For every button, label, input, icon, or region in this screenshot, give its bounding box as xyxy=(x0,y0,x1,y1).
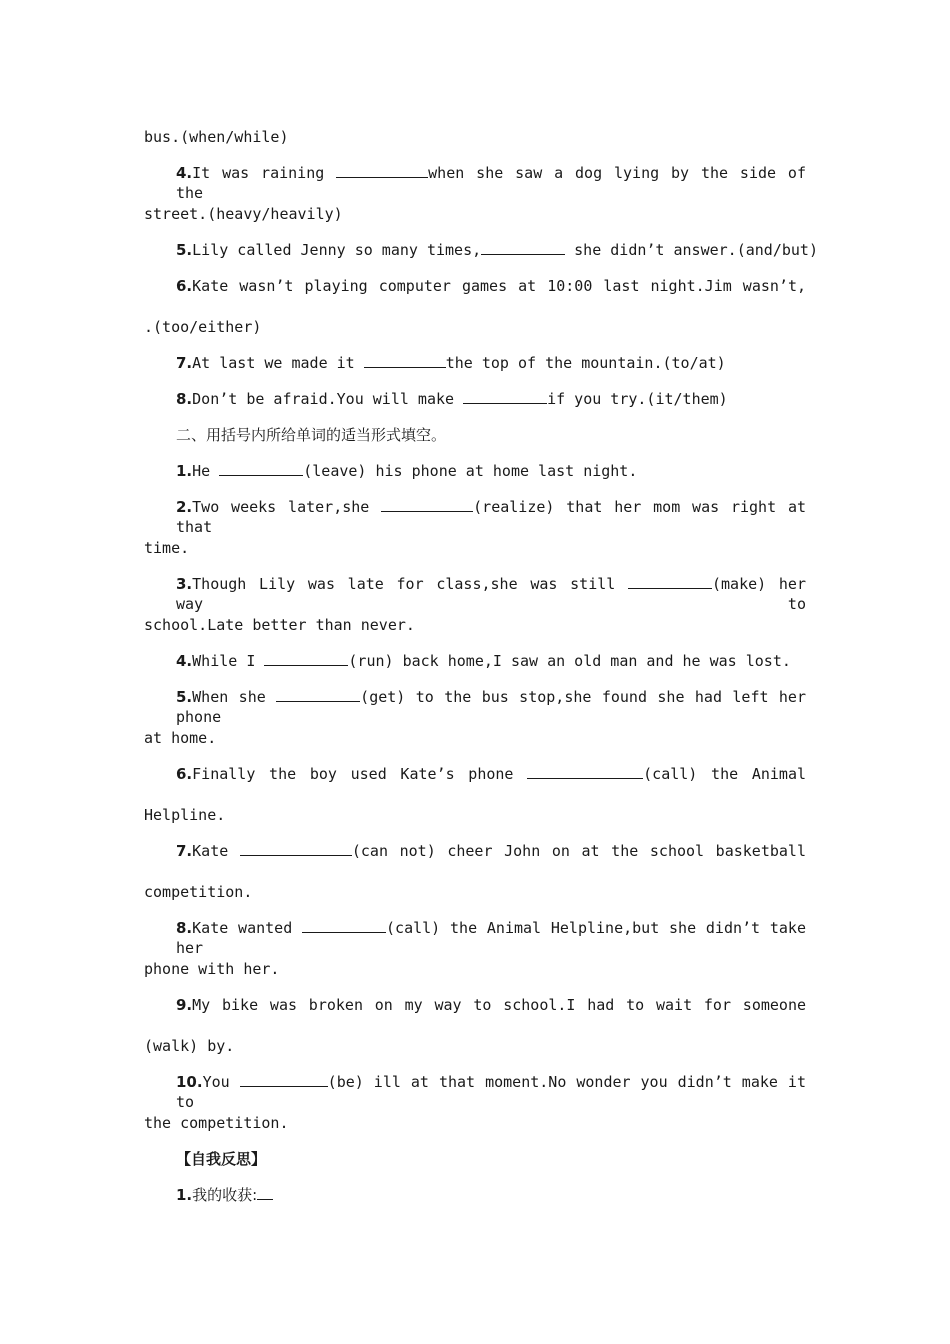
question-text: (get) to the bus stop,she found she had left her phone xyxy=(176,688,806,726)
answer-blank[interactable] xyxy=(364,353,446,368)
question-text: if you try.(it/them) xyxy=(547,390,728,408)
question-text: (call) the Animal Helpline,but she didn’t take her xyxy=(176,919,806,957)
question-number: 8. xyxy=(176,919,193,937)
answer-blank[interactable] xyxy=(302,918,386,933)
answer-blank[interactable] xyxy=(481,240,565,255)
question-number: 3. xyxy=(176,575,193,593)
question-text: Two weeks later,she xyxy=(192,498,382,516)
question-number: 6. xyxy=(176,765,193,783)
answer-blank[interactable] xyxy=(628,574,712,589)
question-text: Lily called Jenny so many times, xyxy=(192,241,482,259)
part2-q10-line1 xyxy=(176,1072,806,1112)
answer-blank[interactable] xyxy=(264,651,348,666)
part2-q3-line2: school.Late better than never. xyxy=(144,616,415,634)
question-number: 10. xyxy=(176,1073,203,1091)
question-text: (be) ill at that moment.No wonder you didn’t make it to xyxy=(176,1073,806,1111)
question-number: 5. xyxy=(176,688,193,706)
question-text: (make) her way to xyxy=(176,575,806,613)
part2-q6-line1 xyxy=(176,764,806,784)
reflection-heading: 【自我反思】 xyxy=(176,1150,267,1168)
question-text: Kate wanted xyxy=(192,919,303,937)
answer-blank[interactable] xyxy=(276,687,360,702)
question-number: 7. xyxy=(176,842,193,860)
part1-q6-line1 xyxy=(176,276,806,296)
part1-q4-line2: street.(heavy/heavily) xyxy=(144,205,343,223)
question-text: My bike was broken on my way to school.I had to wait for someone xyxy=(192,996,806,1014)
answer-blank[interactable] xyxy=(240,841,352,856)
question-text: (leave) his phone at home last night. xyxy=(303,462,638,480)
answer-blank[interactable] xyxy=(240,1072,328,1087)
part2-q7-line2: competition. xyxy=(144,883,253,901)
part2-q7-line1 xyxy=(176,841,806,861)
part2-q8-line2: phone with her. xyxy=(144,960,280,978)
answer-blank[interactable] xyxy=(219,461,303,476)
question-text: At last we made it xyxy=(192,354,364,372)
part2-q6-line2: Helpline. xyxy=(144,806,226,824)
question-text: the top of the mountain.(to/at) xyxy=(445,354,726,372)
reflection-item-1 xyxy=(176,1185,806,1205)
question-text: when she saw a dog lying by the side of the xyxy=(176,164,806,202)
question-text: Kate xyxy=(192,842,240,860)
question-text: You xyxy=(202,1073,240,1091)
question-text: she didn’t answer.(and/but) xyxy=(565,241,818,259)
question-number: 4. xyxy=(176,164,193,182)
part1-q7 xyxy=(176,353,806,373)
question-number: 1. xyxy=(176,462,193,480)
answer-blank[interactable] xyxy=(527,764,643,779)
part2-q10-line2: the competition. xyxy=(144,1114,289,1132)
question-number: 6. xyxy=(176,277,193,295)
question-text: Don’t be afraid.You will make xyxy=(192,390,464,408)
part2-q8-line1 xyxy=(176,918,806,958)
part2-q4 xyxy=(176,651,806,671)
question-text: Kate wasn’t playing computer games at 10:00 last night.Jim wasn’t, xyxy=(192,277,806,295)
item-number: 1. xyxy=(176,1186,193,1204)
part2-q5-line1 xyxy=(176,687,806,727)
answer-blank[interactable] xyxy=(463,389,547,404)
part2-q5-line2: at home. xyxy=(144,729,217,747)
question-text: (run) back home,I saw an old man and he was lost. xyxy=(348,652,791,670)
question-number: 7. xyxy=(176,354,193,372)
question-number: 5. xyxy=(176,241,193,259)
question-text: (can not) cheer John on at the school basketball xyxy=(351,842,806,860)
question-text: Though Lily was late for class,she was still xyxy=(192,575,628,593)
part2-q2-line2: time. xyxy=(144,539,190,557)
part1-q5 xyxy=(176,240,818,260)
question-text: While I xyxy=(192,652,265,670)
part1-q4-line1 xyxy=(176,163,806,203)
part2-q3-line1 xyxy=(176,574,806,614)
part1-q6-line2: .(too/either) xyxy=(144,318,262,336)
answer-blank[interactable] xyxy=(336,163,428,178)
part1-continuation: bus.(when/while) xyxy=(144,128,289,146)
part1-q8 xyxy=(176,389,806,409)
question-text: (call) the Animal xyxy=(643,765,806,783)
question-number: 8. xyxy=(176,390,193,408)
question-text: Finally the boy used Kate’s phone xyxy=(192,765,528,783)
part2-q2-line1 xyxy=(176,497,806,537)
part2-heading: 二、用括号内所给单词的适当形式填空。 xyxy=(176,426,447,444)
question-number: 9. xyxy=(176,996,193,1014)
question-number: 2. xyxy=(176,498,193,516)
answer-blank[interactable] xyxy=(381,497,473,512)
part2-q1 xyxy=(176,461,806,481)
question-text: It was raining xyxy=(192,164,337,182)
question-number: 4. xyxy=(176,652,193,670)
question-text: When she xyxy=(192,688,277,706)
part2-q9-line1 xyxy=(176,995,806,1015)
answer-blank[interactable] xyxy=(257,1185,273,1200)
item-label: 我的收获: xyxy=(192,1186,258,1204)
part2-q9-line2: (walk) by. xyxy=(144,1037,235,1055)
question-text: He xyxy=(192,462,220,480)
question-text: (realize) that her mom was right at that xyxy=(176,498,807,536)
